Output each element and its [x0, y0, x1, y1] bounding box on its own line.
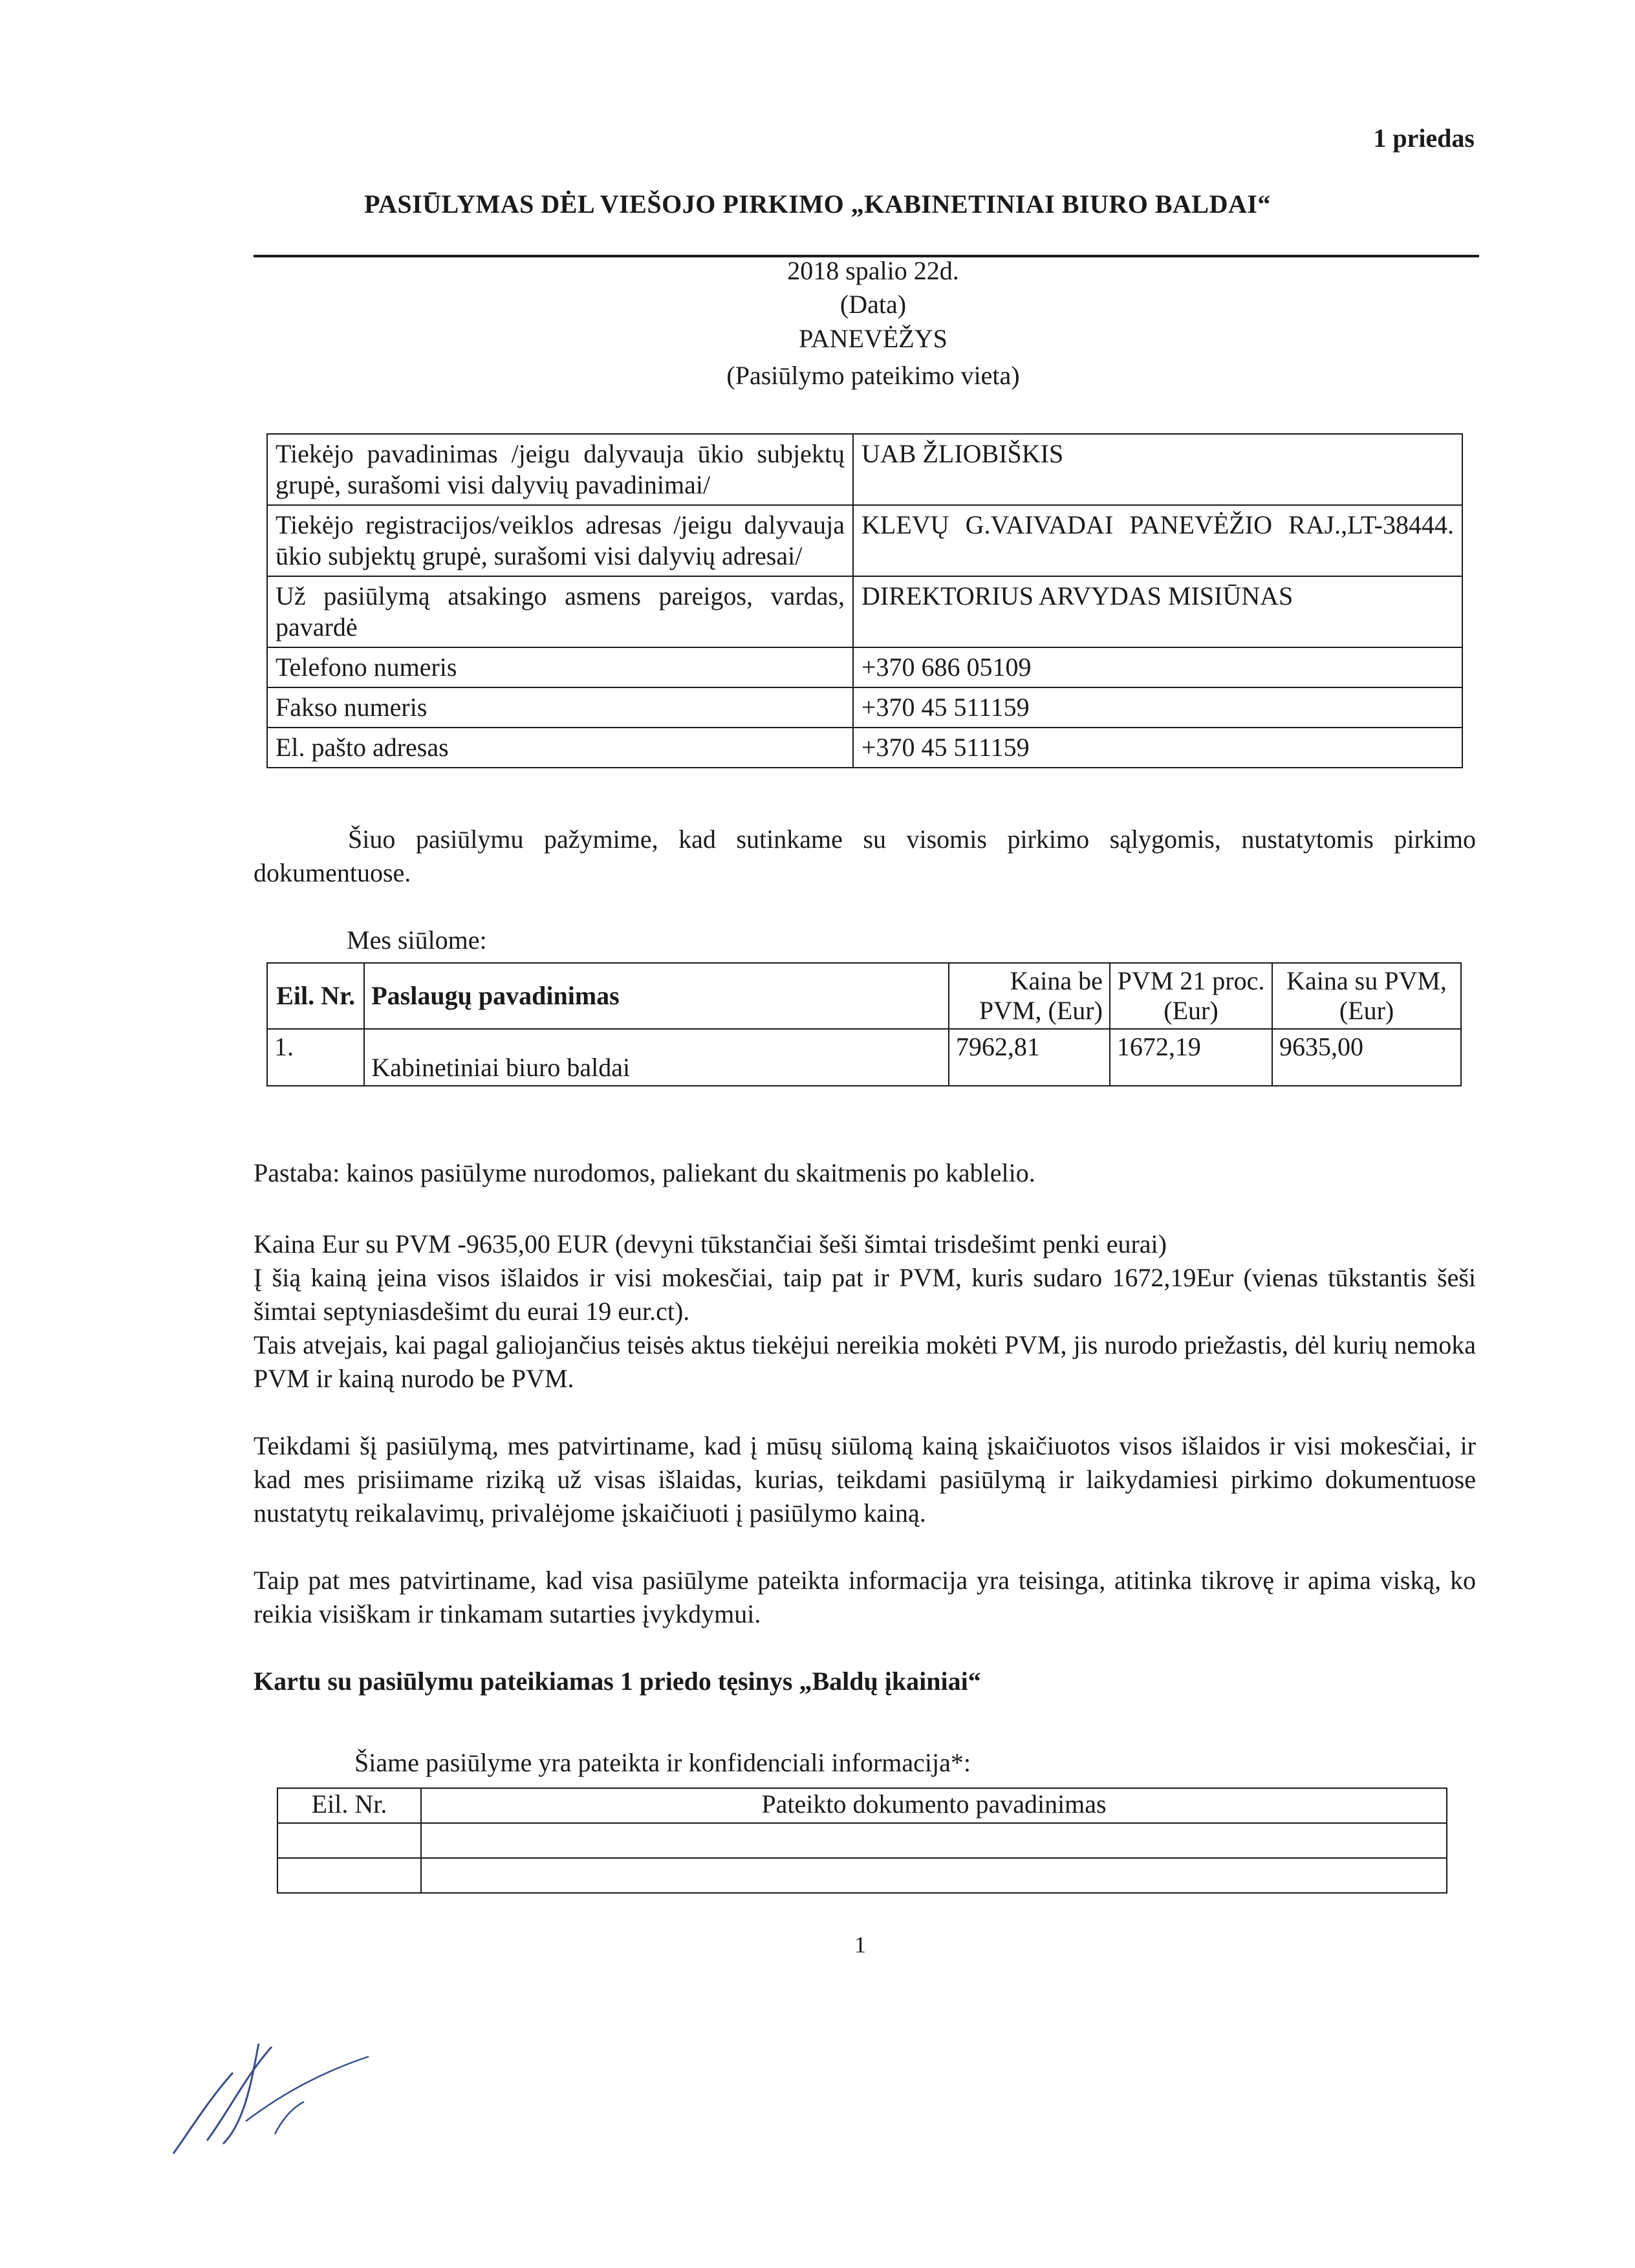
empty-cell	[277, 1858, 421, 1893]
col-header-nr: Eil. Nr.	[277, 1788, 421, 1823]
col-header-vat: PVM 21 proc. (Eur)	[1110, 963, 1272, 1029]
table-row	[267, 728, 1462, 768]
confidential-info-table	[277, 1787, 1447, 1894]
price-note: Pastaba: kainos pasiūlyme nurodomos, paliekant du skaitmenis po kablelio.	[254, 1158, 1035, 1187]
signature-icon	[162, 2037, 375, 2160]
table-row	[267, 434, 1462, 505]
table-row	[267, 1029, 1461, 1086]
responsible-person-label: Už pasiūlymą atsakingo asmens pareigos, vardas, pavardė	[267, 576, 853, 647]
agreement-paragraph: Šiuo pasiūlymu pažymime, kad sutinkame su visomis pirkimo sąlygomis, nustatytomis pirkimo dokumentuose.	[254, 825, 1476, 887]
supplier-name-value: UAB ŽLIOBIŠKIS	[853, 434, 1462, 505]
place-label: (Pasiūlymo pateikimo vieta)	[726, 361, 1020, 390]
confirmation-paragraph-1: Teikdami šį pasiūlymą, mes patvirtiname, kad į mūsų siūlomą kainą įskaičiuotos visos išlaidos ir visi mokesčiai, ir kad mes prisiimame riziką už visas išlaidas, kurias, teikdami pasiūlymą ir laikydamiesi pirkimo dokumentuose nustatytų reikalavimų, privalėjome įskaičiuoti į pasiūlymo kainą.	[254, 1431, 1476, 1528]
date-label: (Data)	[839, 290, 907, 319]
supplier-name-label: Tiekėjo pavadinimas /jeigu dalyvauja ūkio subjektų grupė, surašomi visi dalyvių pavadinimai/	[267, 434, 853, 505]
table-row	[267, 576, 1462, 647]
offer-table	[266, 962, 1462, 1086]
phone-value: +370 686 05109	[853, 647, 1462, 687]
table-row	[267, 505, 1462, 576]
supplier-info-table	[266, 433, 1463, 768]
email-value: +370 45 511159	[853, 728, 1462, 768]
col-header-price-with-vat: Kaina su PVM, (Eur)	[1272, 963, 1461, 1029]
empty-cell	[421, 1858, 1447, 1893]
offer-intro: Mes siūlome:	[347, 925, 487, 955]
supplier-address-value: KLEVŲ G.VAIVADAI PANEVĖŽIO RAJ.,LT-38444.	[853, 505, 1462, 576]
place-value: PANEVĖŽYS	[799, 324, 947, 353]
table-row	[267, 687, 1462, 728]
cell-price-no-vat: 7962,81	[949, 1029, 1110, 1086]
col-header-service: Paslaugų pavadinimas	[364, 963, 949, 1029]
cell-vat: 1672,19	[1110, 1029, 1272, 1086]
col-header-document-name: Pateikto dokumento pavadinimas	[421, 1788, 1447, 1823]
confidential-intro: Šiame pasiūlyme yra pateikta ir konfidenciali informacija*:	[354, 1748, 971, 1777]
col-header-nr: Eil. Nr.	[267, 963, 364, 1029]
table-header-row	[277, 1788, 1447, 1823]
fax-label: Fakso numeris	[267, 687, 853, 728]
responsible-person-value: DIREKTORIUS ARVYDAS MISIŪNAS	[853, 576, 1462, 647]
price-includes-text: Į šią kainą įeina visos išlaidos ir visi mokesčiai, taip pat ir PVM, kuris sudaro 1672,19Eur (vienas tūkstantis šeši šimtai septyniasdešimt du eurai 19 eur.ct).	[254, 1263, 1476, 1326]
date-value: 2018 spalio 22d.	[787, 256, 959, 285]
empty-cell	[277, 1823, 421, 1858]
cell-nr: 1.	[267, 1029, 364, 1086]
vat-exemption-text: Tais atvejais, kai pagal galiojančius teisės aktus tiekėjui nereikia mokėti PVM, jis nurodo priežastis, dėl kurių nemoka PVM ir kainą nurodo be PVM.	[254, 1330, 1476, 1393]
cell-service-name: Kabinetiniai biuro baldai	[364, 1029, 949, 1086]
document-title: PASIŪLYMAS DĖL VIEŠOJO PIRKIMO „KABINETINIAI BIURO BALDAI“	[364, 189, 1271, 219]
empty-cell	[421, 1823, 1447, 1858]
page-number: 1	[854, 1932, 866, 1958]
supplier-address-label: Tiekėjo registracijos/veiklos adresas /jeigu dalyvauja ūkio subjektų grupė, surašomi visi dalyvių adresai/	[267, 505, 853, 576]
appendix-label: 1 priedas	[1373, 124, 1475, 153]
table-row	[277, 1823, 1447, 1858]
email-label: El. pašto adresas	[267, 728, 853, 768]
table-row	[267, 647, 1462, 687]
table-row	[277, 1858, 1447, 1893]
confirmation-paragraph-2: Taip pat mes patvirtiname, kad visa pasiūlyme pateikta informacija yra teisinga, atitinka tikrovę ir apima viską, ko reikia visiškam ir tinkamam sutarties įvykdymui.	[254, 1566, 1476, 1628]
price-in-words: Kaina Eur su PVM -9635,00 EUR (devyni tūkstančiai šeši šimtai trisdešimt penki eurai)	[254, 1229, 1167, 1258]
cell-price-with-vat: 9635,00	[1272, 1029, 1461, 1086]
table-header-row	[267, 963, 1461, 1029]
attachment-note: Kartu su pasiūlymu pateikiamas 1 priedo tęsinys „Baldų įkainiai“	[254, 1667, 981, 1696]
col-header-price-no-vat: Kaina be PVM, (Eur)	[949, 963, 1110, 1029]
fax-value: +370 45 511159	[853, 687, 1462, 728]
phone-label: Telefono numeris	[267, 647, 853, 687]
